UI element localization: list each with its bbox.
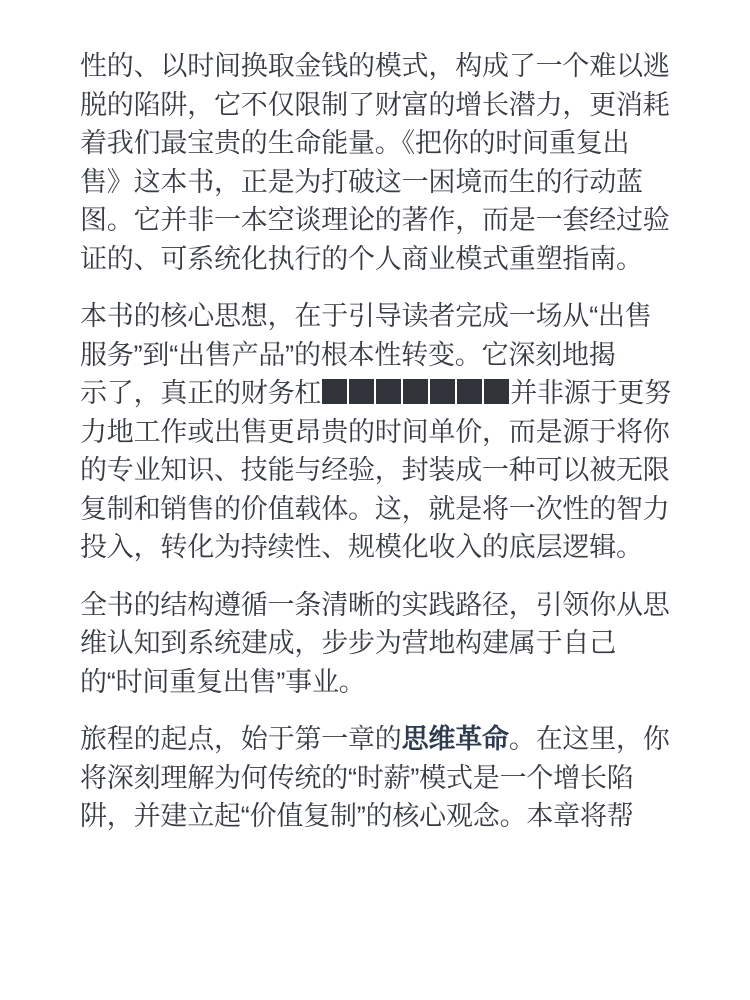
redacted-block-icon: [376, 379, 401, 404]
text-segment: 示了，真正的财务杠: [80, 378, 322, 408]
text-segment: 力地工作或出售更昂贵的时间单价，而是源于将你: [80, 416, 670, 447]
text-segment: 性的、以时间换取金钱的模式，构成了一个难以逃: [80, 51, 670, 81]
text-segment: 阱，并建立起“价值复制”的核心观念。本章将帮: [80, 801, 634, 831]
text-segment: 本书的核心思想，在于引导读者完成一场从“出售: [80, 301, 652, 331]
text-segment: 并非源于更努: [510, 378, 672, 408]
redacted-block-icon: [349, 379, 374, 404]
redacted-block-icon: [484, 379, 509, 404]
text-segment: 服务”到“出售产品”的根本性转变。它深刻地揭: [80, 339, 616, 370]
redacted-block-icon: [430, 379, 455, 404]
text-segment: 证的、可系统化执行的个人商业模式重塑指南。: [80, 243, 643, 274]
text-segment: 维认知到系统建成，步步为营地构建属于自己: [80, 628, 616, 658]
text-segment: 图。它并非一本空谈理论的著作，而是一套经过验: [80, 205, 670, 235]
text-segment: 脱的陷阱，它不仅限制了财富的增长潜力，更消耗: [80, 89, 670, 120]
text-segment: 旅程的起点，始于第一章的: [80, 724, 402, 754]
text-segment: 的专业知识、技能与经验，封装成一种可以被无限: [80, 455, 670, 485]
paragraph: [80, 720, 694, 836]
redacted-block-icon: [322, 379, 347, 404]
text-segment: 将深刻理解为何传统的“时薪”模式是一个增长陷: [80, 762, 634, 793]
bold-keyword: 思维革命: [401, 724, 509, 754]
text-segment: 着我们最宝贵的生命能量。《把你的时间重复出: [80, 128, 630, 158]
paragraph: [80, 47, 694, 278]
redacted-block-icon: [403, 379, 428, 404]
text-segment: 。在这里，你: [508, 724, 670, 754]
text-segment: 投入，转化为持续性、规模化收入的底层逻辑。: [80, 532, 643, 562]
paragraph: [80, 297, 694, 567]
text-segment: 全书的结构遵循一条清晰的实践路径，引领你从思: [80, 589, 670, 620]
redacted-block-icon: [457, 379, 482, 404]
text-segment: 的“时间重复出售”事业。: [80, 666, 366, 697]
paragraph: [80, 586, 694, 702]
text-segment: 复制和销售的价值载体。这，就是将一次性的智力: [80, 493, 670, 524]
text-segment: 售》这本书，正是为打破这一困境而生的行动蓝: [80, 166, 643, 197]
